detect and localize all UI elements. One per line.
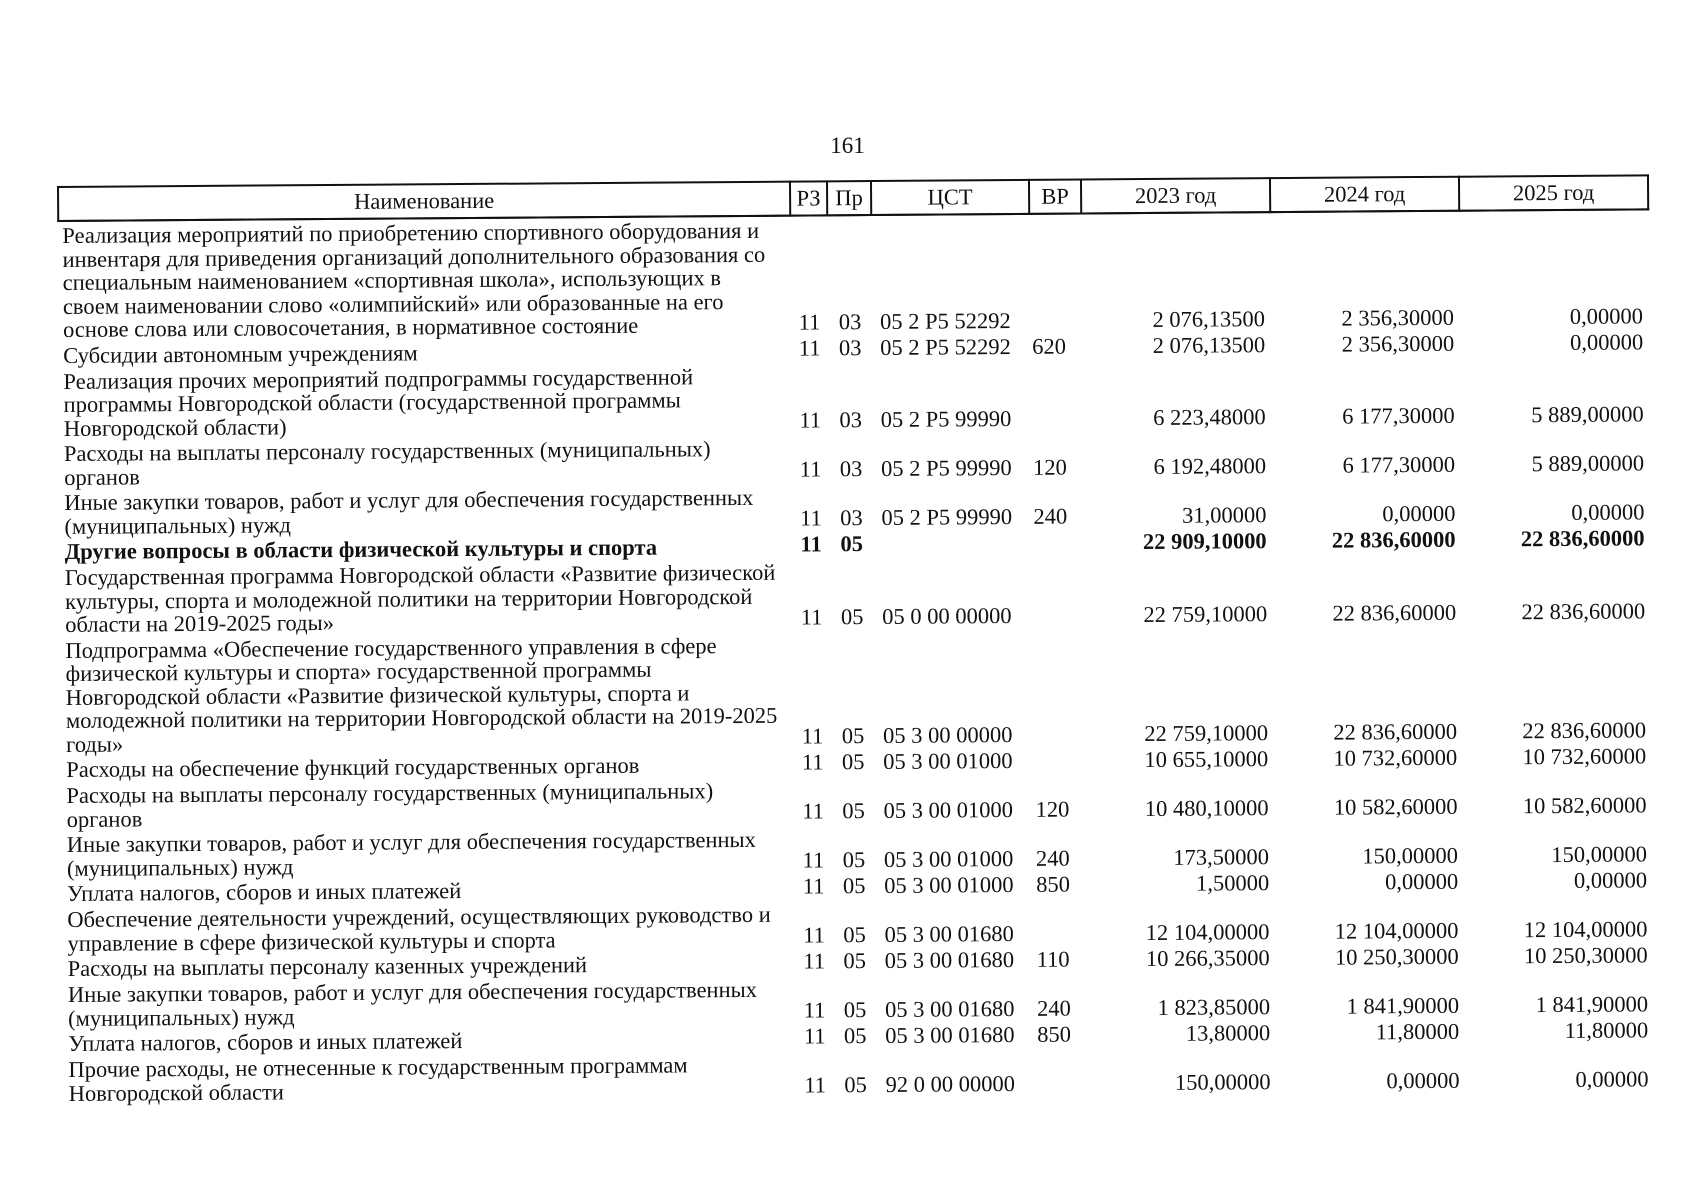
row-value-2023: 12 104,00000 bbox=[1145, 919, 1270, 946]
row-name: Расходы на выплаты персоналу государственных (муниципальных) органов bbox=[66, 778, 714, 832]
row-cst: 05 3 00 01680 bbox=[884, 996, 1015, 1022]
row-cst: 05 3 00 01680 bbox=[885, 1022, 1015, 1048]
row-rz: 11 bbox=[803, 997, 826, 1023]
row-value-2025: 10 732,60000 bbox=[1522, 743, 1647, 770]
row-pr: 05 bbox=[842, 798, 865, 824]
row-pr: 05 bbox=[843, 948, 867, 974]
row-value-2025: 5 889,00000 bbox=[1531, 401, 1644, 428]
row-value-2023: 1,50000 bbox=[1195, 870, 1270, 896]
row-name: Другие вопросы в области физической культуры и спорта bbox=[64, 534, 658, 564]
row-value-2025: 12 104,00000 bbox=[1523, 916, 1648, 943]
row-name: Подпрограмма «Обеспечение государственного управления в сфере физической культуры и спорта» государственной программы Новгородской области «Развитие физической культуры, спорта и молодежной политики на территории Новгородской области на 2019-2025 годы» bbox=[65, 632, 778, 757]
row-vr: 240 bbox=[1036, 995, 1071, 1021]
row-value-2025: 5 889,00000 bbox=[1531, 450, 1645, 477]
row-value-2023: 173,50000 bbox=[1173, 844, 1270, 870]
row-pr: 03 bbox=[839, 456, 863, 482]
row-cst: 05 3 00 00000 bbox=[882, 722, 1013, 748]
row-pr: 05 bbox=[844, 1072, 867, 1098]
row-name: Государственная программа Новгородской области «Развитие физической культуры, спорта и молодежной политики на территории Новгородской области на 2019-2025 годы» bbox=[64, 559, 776, 637]
row-vr: 240 bbox=[1033, 503, 1068, 529]
row-value-2025: 22 836,60000 bbox=[1522, 717, 1647, 744]
row-cst: 05 3 00 01680 bbox=[884, 921, 1014, 947]
row-pr: 05 bbox=[840, 603, 864, 629]
row-vr bbox=[1034, 898, 1086, 947]
page-number: 161 bbox=[830, 133, 865, 158]
row-name: Иные закупки товаров, работ и услуг для обеспечения государственных (муниципальных) нужд bbox=[64, 484, 754, 539]
header-pr: Пр bbox=[827, 181, 871, 215]
row-pr: 03 bbox=[839, 407, 863, 433]
row-value-2023: 22 909,10000 bbox=[1142, 528, 1267, 555]
row-rz: 11 bbox=[803, 1023, 826, 1049]
row-value-2024: 22 836,60000 bbox=[1331, 526, 1456, 553]
header-2024: 2024 год bbox=[1270, 177, 1459, 212]
row-value-2023: 22 759,10000 bbox=[1143, 600, 1268, 627]
row-value-2023: 6 192,48000 bbox=[1153, 453, 1267, 479]
row-vr bbox=[1029, 213, 1082, 334]
row-value-2024: 11,80000 bbox=[1375, 1018, 1460, 1045]
row-rz: 11 bbox=[798, 334, 821, 361]
row-rz: 11 bbox=[802, 847, 825, 873]
row-value-2024: 0,00000 bbox=[1386, 1067, 1460, 1094]
row-pr: 05 bbox=[841, 749, 865, 775]
row-pr: 03 bbox=[840, 505, 863, 531]
header-2023: 2023 год bbox=[1081, 178, 1270, 213]
row-cst: 05 2 P5 99990 bbox=[880, 406, 1012, 432]
row-value-2024: 2 356,30000 bbox=[1341, 330, 1455, 357]
row-vr bbox=[1030, 360, 1083, 433]
row-rz: 11 bbox=[799, 407, 822, 433]
table-row bbox=[61, 625, 1652, 756]
row-name: Субсидии автономным учреждениям bbox=[63, 339, 418, 368]
row-name: Обеспечение деятельности учреждений, осуществляющих руководство и управление в сфере физической культуры и спорта bbox=[67, 901, 771, 956]
row-vr: 120 bbox=[1035, 796, 1070, 822]
row-pr: 05 bbox=[841, 723, 865, 749]
row-value-2025: 11,80000 bbox=[1564, 1017, 1649, 1043]
row-value-2024: 10 582,60000 bbox=[1333, 793, 1458, 820]
row-value-2024: 10 732,60000 bbox=[1333, 744, 1458, 771]
row-cst: 05 3 00 01000 bbox=[883, 797, 1014, 823]
row-value-2024: 2 356,30000 bbox=[1341, 304, 1455, 331]
row-cst: 05 3 00 01000 bbox=[884, 872, 1014, 898]
row-rz: 11 bbox=[804, 1072, 827, 1098]
row-value-2025: 1 841,90000 bbox=[1535, 991, 1649, 1018]
row-rz: 11 bbox=[803, 948, 826, 974]
row-value-2023: 10 480,10000 bbox=[1144, 795, 1269, 822]
row-cst: 05 0 00 00000 bbox=[882, 602, 1012, 629]
header-name: Наименование bbox=[58, 182, 790, 221]
row-value-2023: 13,80000 bbox=[1185, 1020, 1271, 1046]
row-rz: 11 bbox=[799, 456, 822, 482]
row-vr bbox=[1033, 748, 1085, 774]
row-pr: 05 bbox=[843, 1023, 867, 1049]
row-name: Реализация мероприятий по приобретению спортивного оборудования и инвентаря для приведения организаций дополнительного образования со специальным наименованием «спортивная школа», использующих в своем наименовании слово «олимпийский» или образованные на его основе слова или словосочетания, в нормативное состояние bbox=[62, 217, 766, 342]
row-cst bbox=[874, 531, 1032, 558]
row-value-2025: 22 836,60000 bbox=[1521, 597, 1646, 624]
header-rz: РЗ bbox=[790, 181, 827, 215]
row-cst: 05 2 P5 99990 bbox=[881, 455, 1012, 481]
budget-table bbox=[57, 174, 1656, 1105]
row-value-2024: 150,00000 bbox=[1362, 842, 1459, 869]
row-value-2025: 0,00000 bbox=[1575, 1066, 1649, 1092]
row-value-2025: 150,00000 bbox=[1551, 841, 1648, 868]
row-rz: 11 bbox=[802, 873, 825, 899]
row-pr: 03 bbox=[838, 334, 862, 360]
row-value-2024: 1 841,90000 bbox=[1346, 992, 1460, 1019]
row-value-2023: 2 076,13500 bbox=[1152, 305, 1266, 332]
row-rz: 11 bbox=[800, 505, 822, 531]
row-value-2024: 22 836,60000 bbox=[1332, 599, 1457, 626]
row-name: Прочие расходы, не отнесенные к государственным программам Новгородской области bbox=[68, 1052, 688, 1106]
row-vr: 850 bbox=[1036, 871, 1070, 897]
row-pr: 05 bbox=[842, 847, 866, 873]
row-value-2023: 31,00000 bbox=[1181, 502, 1267, 528]
row-cst: 05 2 P5 52292 bbox=[879, 307, 1011, 334]
row-value-2024: 6 177,30000 bbox=[1342, 402, 1455, 429]
row-cst: 05 3 00 01000 bbox=[883, 748, 1013, 774]
row-vr: 620 bbox=[1032, 333, 1067, 359]
row-value-2023: 1 823,85000 bbox=[1157, 994, 1271, 1020]
row-rz: 11 bbox=[803, 922, 825, 948]
row-cst: 92 0 00 00000 bbox=[885, 1071, 1016, 1097]
row-rz: 11 bbox=[801, 723, 824, 749]
row-value-2025: 0,00000 bbox=[1569, 302, 1644, 329]
header-vr: ВР bbox=[1029, 179, 1081, 213]
row-rz: 11 bbox=[802, 798, 825, 824]
header-2025: 2025 год bbox=[1459, 175, 1648, 210]
row-value-2023: 10 266,35000 bbox=[1145, 945, 1270, 972]
row-vr: 850 bbox=[1037, 1021, 1072, 1047]
row-rz: 11 bbox=[800, 603, 823, 630]
row-name: Уплата налогов, сборов и иных платежей bbox=[67, 878, 462, 906]
row-value-2024: 12 104,00000 bbox=[1334, 917, 1459, 944]
row-value-2025: 22 836,60000 bbox=[1520, 525, 1645, 552]
row-cst: 05 2 P5 99990 bbox=[881, 504, 1013, 530]
table-row bbox=[59, 356, 1649, 440]
row-pr: 05 bbox=[843, 997, 867, 1023]
row-cst: 05 2 P5 52292 bbox=[880, 333, 1011, 360]
row-value-2024: 0,00000 bbox=[1384, 868, 1459, 895]
row-cst: 05 3 00 01000 bbox=[883, 846, 1014, 872]
row-vr bbox=[1032, 629, 1085, 749]
row-value-2023: 22 759,10000 bbox=[1144, 720, 1269, 747]
row-vr bbox=[1032, 530, 1084, 556]
row-pr: 03 bbox=[838, 308, 862, 334]
header-cst: ЦСТ bbox=[871, 180, 1029, 215]
row-vr: 240 bbox=[1035, 845, 1070, 871]
row-value-2025: 0,00000 bbox=[1571, 499, 1645, 525]
row-value-2025: 0,00000 bbox=[1569, 328, 1644, 355]
row-name: Реализация прочих мероприятий подпрограммы государственной программы Новгородской области (государственной программы Новгородской области) bbox=[63, 363, 694, 441]
row-value-2024: 0,00000 bbox=[1382, 500, 1456, 527]
row-value-2023: 150,00000 bbox=[1174, 1069, 1271, 1095]
row-value-2023: 10 655,10000 bbox=[1144, 746, 1269, 773]
row-name: Расходы на обеспечение функций государственных органов bbox=[66, 752, 640, 782]
row-value-2024: 10 250,30000 bbox=[1334, 943, 1459, 970]
row-cst: 05 3 00 01680 bbox=[884, 947, 1015, 973]
table-row bbox=[58, 209, 1649, 341]
budget-table-container bbox=[57, 174, 1654, 1105]
row-vr bbox=[1035, 1048, 1087, 1097]
row-value-2024: 6 177,30000 bbox=[1342, 451, 1456, 478]
row-value-2023: 6 223,48000 bbox=[1153, 404, 1266, 430]
row-vr bbox=[1032, 556, 1085, 629]
row-pr: 05 bbox=[842, 873, 866, 899]
row-rz: 11 bbox=[801, 749, 824, 775]
row-value-2025: 10 582,60000 bbox=[1522, 792, 1647, 819]
row-value-2025: 0,00000 bbox=[1573, 867, 1648, 893]
row-name: Расходы на выплаты персоналу государственных (муниципальных) органов bbox=[63, 436, 711, 490]
row-name: Уплата налогов, сборов и иных платежей bbox=[68, 1028, 463, 1056]
row-vr: 120 bbox=[1032, 454, 1067, 480]
row-name: Иные закупки товаров, работ и услуг для обеспечения государственных (муниципальных) нужд bbox=[67, 976, 758, 1031]
row-value-2023: 2 076,13500 bbox=[1152, 331, 1266, 358]
row-name: Расходы на выплаты персоналу казенных учреждений bbox=[67, 952, 588, 981]
row-value-2024: 22 836,60000 bbox=[1333, 718, 1458, 745]
row-pr: 05 bbox=[840, 531, 863, 557]
table-row bbox=[61, 552, 1651, 636]
row-vr: 110 bbox=[1036, 946, 1070, 972]
row-rz: 11 bbox=[798, 308, 821, 335]
row-name: Иные закупки товаров, работ и услуг для обеспечения государственных (муниципальных) нужд bbox=[66, 826, 756, 881]
row-pr: 05 bbox=[843, 922, 866, 948]
row-rz: 11 bbox=[800, 531, 822, 557]
row-value-2025: 10 250,30000 bbox=[1523, 942, 1648, 969]
